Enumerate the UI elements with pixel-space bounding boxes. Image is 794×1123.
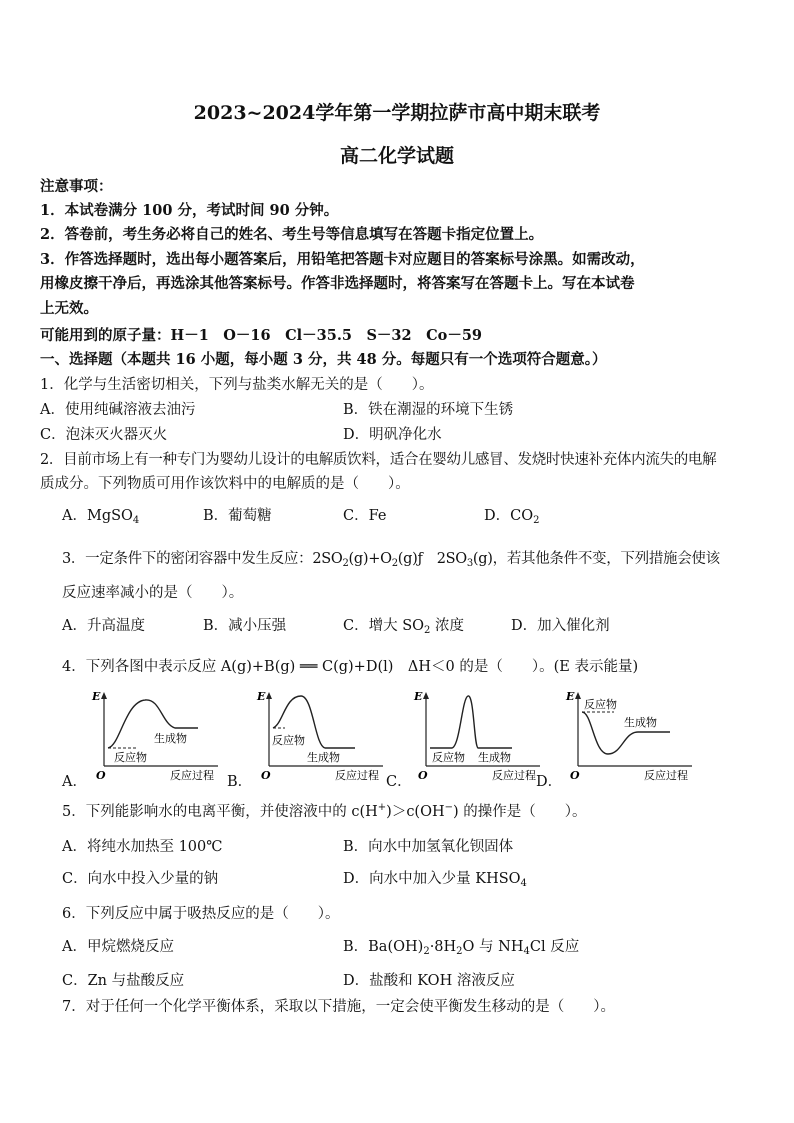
q5-option-b: B．向水中加氢氧化钡固体: [343, 839, 514, 855]
q4-option-a-label: A．: [62, 774, 87, 790]
q2-stem-line1: 2．目前市场上有一种专门为婴幼儿设计的电解质饮料，适合在婴幼儿感冒、发烧时快速补充体内流失的电解: [40, 452, 717, 468]
q3-option-b: B．减小压强: [203, 618, 287, 634]
axis-origin-label: O: [418, 769, 428, 782]
note-item-3-cont: 用橡皮擦干净后，再选涂其他答案标号。作答非选择题时，将答案写在答题卡上。写在本试卷: [40, 275, 635, 292]
q4-option-c-label: C．: [386, 774, 412, 790]
q1-stem: 1．化学与生活密切相关，下列与盐类水解无关的是（ ）。: [40, 377, 434, 393]
reactant-label: 反应物: [114, 751, 147, 764]
axis-y-label: E: [414, 690, 423, 703]
q2-option-a: A．MgSO$_4$: [62, 508, 140, 526]
q1-option-c: C．泡沫灭火器灭火: [40, 427, 168, 443]
axis-y-label: E: [257, 690, 266, 703]
q5-option-c: C．向水中投入少量的钠: [62, 871, 219, 887]
axis-origin-label: O: [261, 769, 271, 782]
q3-option-c: C．增大 $SO_2$ 浓度: [343, 618, 465, 636]
q3-stem-line1: 3．一定条件下的密闭容器中发生反应：$2SO_2(g)+O_2(g)ƒ$ $2SO_3(g)$，若其他条件不变，下列措施会使该: [62, 551, 720, 569]
note-item-3-end: 上无效。: [40, 300, 98, 317]
reactant-label: 反应物: [432, 751, 465, 764]
q4-option-b-label: B．: [227, 774, 253, 790]
note-item-3: 3．作答选择题时，选出每小题答案后，用铅笔把答题卡对应题目的答案标号涂黑。如需改动，: [40, 251, 645, 268]
product-label: 生成物: [154, 732, 187, 745]
axis-x-label: 反应过程: [170, 769, 214, 782]
exam-title: 2023~2024学年第一学期拉萨市高中期末联考: [193, 102, 601, 124]
axis-x-label: 反应过程: [492, 769, 536, 782]
axis-x-label: 反应过程: [644, 769, 688, 782]
q4-option-d-label: D．: [536, 774, 563, 790]
q1-option-b: B．铁在潮湿的环境下生锈: [343, 402, 514, 418]
reactant-label: 反应物: [584, 698, 617, 711]
section-heading: 一、选择题（本题共 16 小题，每小题 3 分，共 48 分。每题只有一个选项符合题意。）: [40, 351, 607, 368]
q3-option-d: D．加入催化剂: [511, 618, 610, 634]
axis-x-label: 反应过程: [335, 769, 379, 782]
note-item-1: 1．本试卷满分 100 分，考试时间 90 分钟。: [40, 202, 339, 219]
notes-heading: 注意事项：: [40, 178, 113, 195]
q5-option-a: A．将纯水加热至 100℃: [62, 839, 223, 855]
product-label: 生成物: [624, 716, 657, 729]
axis-y-label: E: [92, 690, 101, 703]
q4-graph-b: [255, 688, 395, 780]
energy-diagram-d: [564, 688, 704, 780]
y-axis-arrow: [575, 692, 581, 699]
q7-stem: 7．对于任何一个化学平衡体系，采取以下措施，一定会使平衡发生移动的是（ ）。: [62, 999, 615, 1015]
product-label: 生成物: [307, 751, 340, 764]
y-axis-arrow: [101, 692, 107, 699]
axis-y-label: E: [566, 690, 575, 703]
y-axis-arrow: [423, 692, 429, 699]
q4-graph-c: [412, 688, 552, 780]
q6-option-b: B．$Ba(OH)_2\cdot 8H_2O$ 与 $NH_4Cl$ 反应: [343, 939, 580, 957]
q4-graph-d: [564, 688, 704, 780]
energy-diagram-c: [412, 688, 552, 780]
q5-stem: 5．下列能影响水的电离平衡，并使溶液中的 c(H+)＞c(OH−) 的操作是（ ）。: [62, 802, 587, 820]
q6-stem: 6．下列反应中属于吸热反应的是（ ）。: [62, 906, 340, 922]
q4-stem: 4．下列各图中表示反应 A(g)+B(g) ══ C(g)+D(l) ΔH＜0 的是（ ）。(E 表示能量): [62, 659, 639, 675]
y-axis-arrow: [266, 692, 272, 699]
q6-option-d: D．盐酸和 KOH 溶液反应: [343, 973, 515, 989]
q2-option-d: D．$CO_2$: [484, 508, 540, 526]
q5-option-d: D．向水中加入少量 $KHSO_4$: [343, 871, 527, 889]
q3-option-a: A．升高温度: [62, 618, 145, 634]
q2-option-c: C．Fe: [343, 508, 387, 524]
q4-graph-a: [90, 688, 230, 780]
product-label: 生成物: [478, 751, 511, 764]
q1-option-d: D．明矾净化水: [343, 427, 442, 443]
q6-option-c: C．Zn 与盐酸反应: [62, 973, 185, 989]
energy-curve: [430, 696, 512, 748]
reactant-label: 反应物: [272, 734, 305, 747]
atomic-masses: 可能用到的原子量：H－1 O－16 Cl－35.5 S－32 Co－59: [40, 327, 483, 344]
energy-diagram-a: [90, 688, 230, 780]
note-item-2: 2．答卷前，考生务必将自己的姓名、考生号等信息填写在答题卡指定位置上。: [40, 226, 544, 243]
exam-subtitle: 高二化学试题: [339, 145, 454, 167]
energy-diagram-b: [255, 688, 395, 780]
q2-option-b: B．葡萄糖: [203, 508, 272, 524]
axis-origin-label: O: [96, 769, 106, 782]
axis-origin-label: O: [570, 769, 580, 782]
q6-option-a: A．甲烷燃烧反应: [62, 939, 174, 955]
q1-option-a: A．使用纯碱溶液去油污: [40, 402, 196, 418]
q2-stem-line2: 质成分。下列物质可用作该饮料中的电解质的是（ ）。: [40, 476, 410, 492]
q3-stem-line2: 反应速率减小的是（ ）。: [62, 585, 244, 601]
